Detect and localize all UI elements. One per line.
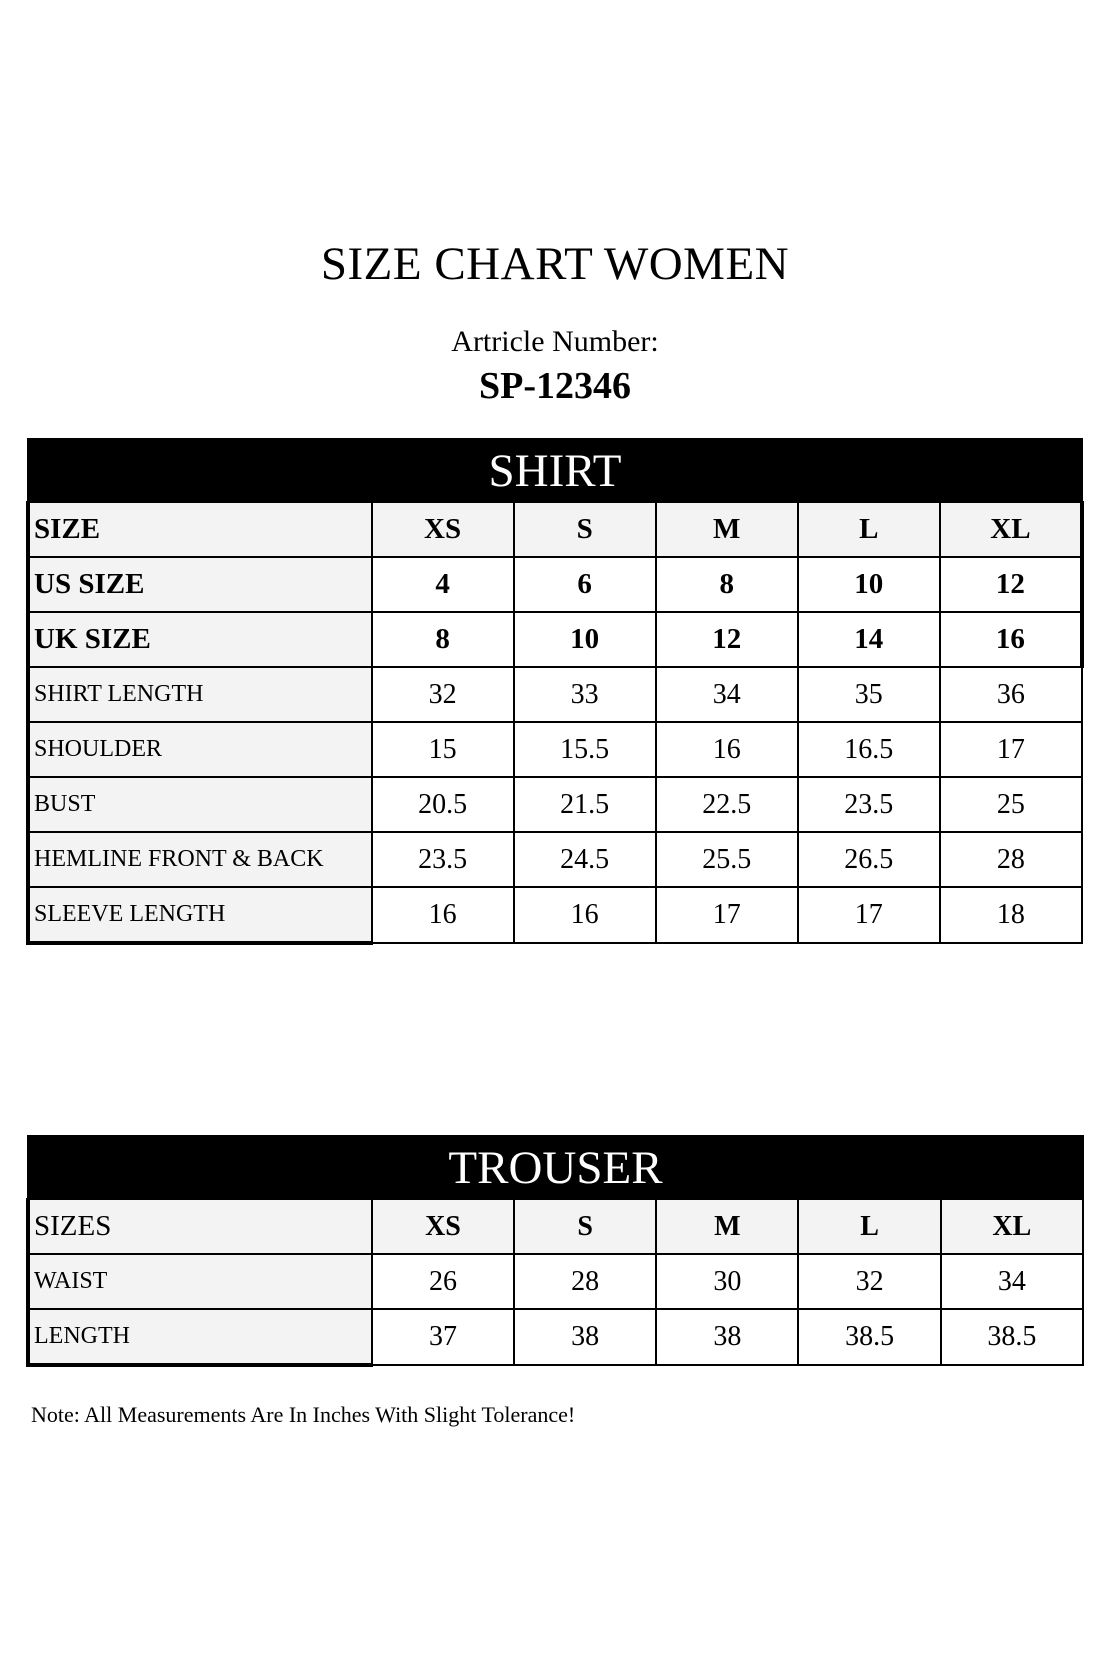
table-cell: 17 (798, 887, 940, 943)
table-row (28, 1309, 1083, 1365)
table-cell: 24.5 (514, 832, 656, 887)
page-title: SIZE CHART WOMEN (320, 238, 790, 290)
table-cell: 33 (514, 667, 656, 722)
row-label: HEMLINE FRONT & BACK (28, 832, 372, 887)
shirt-size-table (26, 438, 1084, 945)
row-label: SHIRT LENGTH (28, 667, 372, 722)
size-header-cell: S (514, 1199, 656, 1254)
size-header-cell: XS (372, 502, 514, 557)
table-cell: 38 (514, 1309, 656, 1365)
table-cell: 17 (656, 887, 798, 943)
table-cell: 14 (798, 612, 940, 667)
table-cell: 15 (372, 722, 514, 777)
table-cell: 34 (941, 1254, 1083, 1309)
table-cell: 28 (940, 832, 1082, 887)
article-number-label: Artricle Number: (451, 325, 659, 358)
table-cell: 16 (940, 612, 1082, 667)
table-cell: 30 (656, 1254, 798, 1309)
size-header-cell: S (514, 502, 656, 557)
table-cell: 25 (940, 777, 1082, 832)
table-cell: 17 (940, 722, 1082, 777)
table-cell: 8 (656, 557, 798, 612)
size-header-cell: L (798, 1199, 940, 1254)
trouser-size-table (26, 1135, 1084, 1367)
size-header-cell: XS (372, 1199, 514, 1254)
table-cell: 26.5 (798, 832, 940, 887)
table-cell: 4 (372, 557, 514, 612)
table-cell: 21.5 (514, 777, 656, 832)
size-header-cell: M (656, 1199, 798, 1254)
table-cell: 22.5 (656, 777, 798, 832)
table-cell: 10 (798, 557, 940, 612)
row-label: UK SIZE (28, 612, 372, 667)
article-number-value: SP-12346 (479, 365, 631, 407)
table-cell: 32 (798, 1254, 940, 1309)
row-label: WAIST (28, 1254, 372, 1309)
shirt-us-size-row (28, 557, 1082, 612)
row-label: SIZES (28, 1199, 372, 1254)
row-label: SIZE (28, 502, 372, 557)
table-cell: 16.5 (798, 722, 940, 777)
table-cell: 10 (514, 612, 656, 667)
table-cell: 16 (514, 887, 656, 943)
shirt-uk-size-row (28, 612, 1082, 667)
trouser-size-header-row (28, 1199, 1083, 1254)
table-row (28, 887, 1082, 943)
table-cell: 15.5 (514, 722, 656, 777)
shirt-size-header-row (28, 502, 1082, 557)
row-label: SHOULDER (28, 722, 372, 777)
table-cell: 16 (656, 722, 798, 777)
table-row (28, 832, 1082, 887)
table-cell: 38.5 (798, 1309, 940, 1365)
table-row (28, 777, 1082, 832)
size-header-cell: XL (941, 1199, 1083, 1254)
table-cell: 38 (656, 1309, 798, 1365)
size-header-cell: L (798, 502, 940, 557)
table-cell: 8 (372, 612, 514, 667)
table-row (28, 722, 1082, 777)
size-header-cell: M (656, 502, 798, 557)
table-cell: 20.5 (372, 777, 514, 832)
table-cell: 37 (372, 1309, 514, 1365)
table-row (28, 1254, 1083, 1309)
table-cell: 6 (514, 557, 656, 612)
table-cell: 18 (940, 887, 1082, 943)
row-label: BUST (28, 777, 372, 832)
row-label: US SIZE (28, 557, 372, 612)
table-cell: 34 (656, 667, 798, 722)
table-cell: 35 (798, 667, 940, 722)
table-cell: 36 (940, 667, 1082, 722)
table-cell: 23.5 (372, 832, 514, 887)
trouser-section-heading: TROUSER (28, 1136, 1083, 1199)
table-cell: 12 (940, 557, 1082, 612)
table-cell: 25.5 (656, 832, 798, 887)
row-label: LENGTH (28, 1309, 372, 1365)
shirt-section-heading: SHIRT (28, 439, 1082, 502)
table-cell: 38.5 (941, 1309, 1083, 1365)
row-label: SLEEVE LENGTH (28, 887, 372, 943)
table-cell: 16 (372, 887, 514, 943)
table-cell: 12 (656, 612, 798, 667)
table-cell: 26 (372, 1254, 514, 1309)
table-cell: 23.5 (798, 777, 940, 832)
table-cell: 28 (514, 1254, 656, 1309)
measurement-note: Note: All Measurements Are In Inches With Slight Tolerance! (31, 1402, 576, 1427)
table-row (28, 667, 1082, 722)
size-header-cell: XL (940, 502, 1082, 557)
table-cell: 32 (372, 667, 514, 722)
